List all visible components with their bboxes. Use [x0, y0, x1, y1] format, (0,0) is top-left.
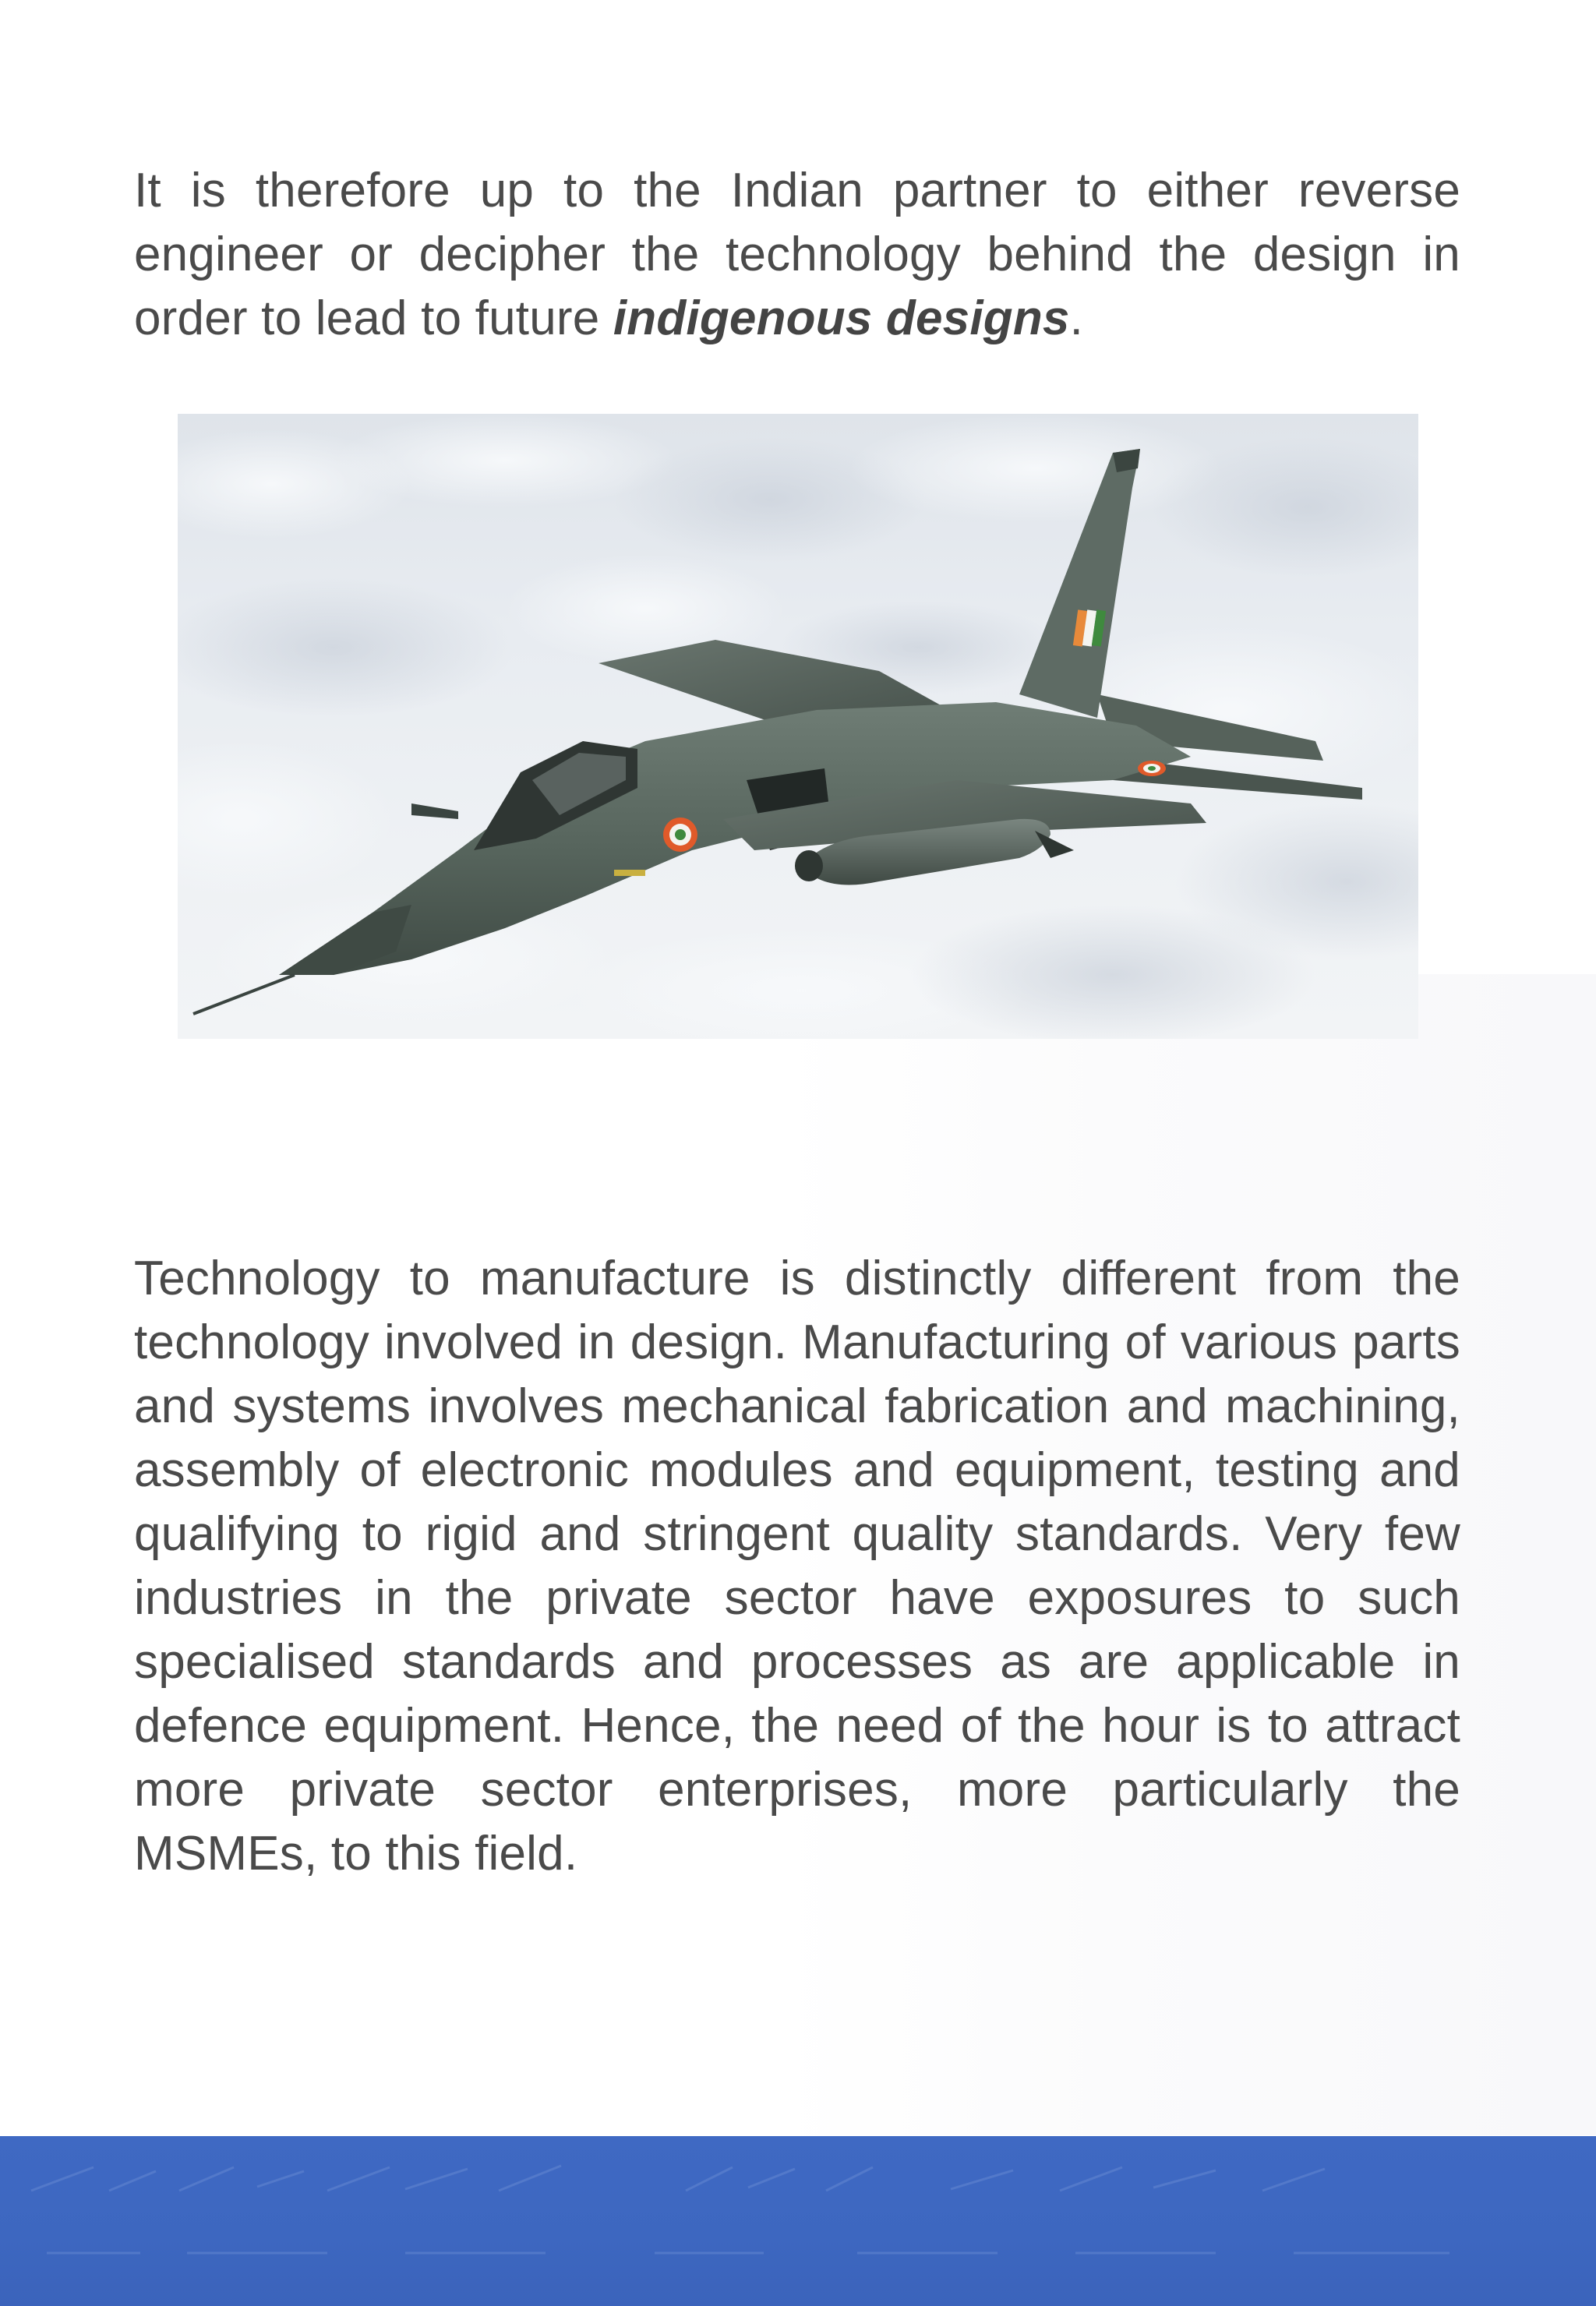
footer-texture — [0, 2136, 1596, 2306]
body-paragraph: Technology to manufacture is distinctly different from the technology involved in design. Manufacturing of various parts and systems involves mechanical fabrication and machining, assembly of electronic modules and equipment, testing and qualifying to rigid and stringent quality standards. Very few industries in the private sector have exposures to such specialised standards and processes as are applicable in defence equipment. Hence, the need of the hour is to attract more private sector enterprises, more particularly the MSMEs, to this field. — [134, 1252, 1460, 1880]
intro-paragraph — [134, 159, 1460, 351]
footer-band — [0, 2136, 1596, 2306]
fighter-jet-illustration — [178, 414, 1418, 1039]
wing-roundel — [1138, 761, 1166, 776]
intro-text: It is therefore up to the Indian partner to either reverse engineer or decipher the technology behind the design in order to lead to future — [134, 164, 1460, 345]
indian-air-force-roundel — [663, 818, 697, 852]
emphasis-text: indigenous designs — [613, 291, 1070, 345]
tricolour-fin-flash — [1073, 609, 1106, 646]
fighter-jet-photo — [178, 414, 1418, 1039]
intro-text-end: . — [1069, 291, 1084, 345]
